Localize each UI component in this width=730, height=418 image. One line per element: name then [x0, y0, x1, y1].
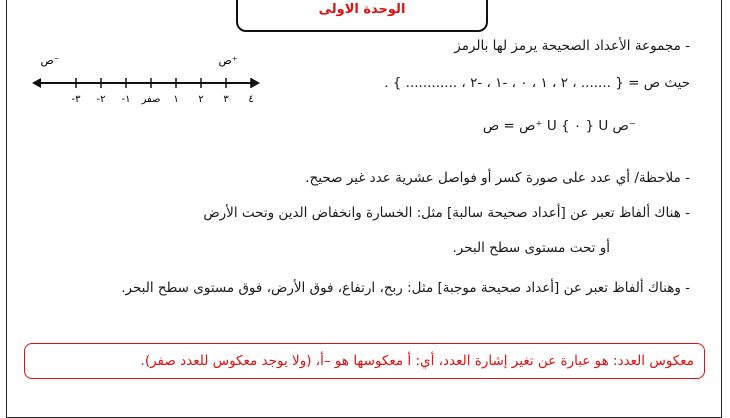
tick-label: ٣	[223, 94, 229, 105]
negative-integers-label: ص⁻	[40, 54, 60, 67]
integers-set-definition: حيث ص = { ....... ، ٢ ، ١ ، ٠ ، -١ ، -٢ ، ............ } .	[384, 75, 690, 91]
negative-words-continuation: أو تحت مستوى سطح البحر.	[452, 240, 610, 256]
tick-label: -٢	[96, 94, 106, 105]
fraction-note: - ملاحظة/ أي عدد على صورة كسر أو فواصل عشرية عدد غير صحيح.	[305, 170, 690, 186]
tick-label: صفر	[141, 94, 161, 105]
arrow-left-icon	[32, 78, 41, 88]
integer-number-line	[30, 50, 260, 110]
arrow-right-icon	[251, 78, 260, 88]
unit-title-box	[236, 0, 488, 32]
tick-label: ٤	[248, 94, 254, 105]
tick-label: ٢	[198, 94, 204, 105]
positive-integers-label: ص⁺	[218, 54, 238, 67]
opposite-number-box	[24, 343, 705, 379]
negative-words-line: - هناك ألفاظ تعبر عن [أعداد صحيحة سالبة] مثل: الخسارة وانخفاض الدين وتحت الأرض	[203, 205, 690, 221]
opposite-number-note: معكوس العدد: هو عبارة عن تغير إشارة العدد، أي: أ معكوسها هو –أ، (ولا يوجد معكوس للعدد صفر).	[140, 353, 694, 369]
union-equation: ص = ص⁺ U { ٠ } U ص⁻	[482, 118, 636, 134]
tick-label: ١	[173, 94, 179, 105]
tick-label: -١	[121, 94, 131, 105]
tick-label: -٣	[71, 94, 81, 105]
positive-words-line: - وهناك ألفاظ تعبر عن [أعداد صحيحة موجبة] مثل: ربح، ارتفاع، فوق الأرض، فوق مستوى سطح البحر.	[121, 280, 690, 296]
unit-title: الوحدة الاولى	[318, 2, 406, 17]
intro-line: - مجموعة الأعداد الصحيحة يرمز لها بالرمز	[454, 38, 690, 54]
